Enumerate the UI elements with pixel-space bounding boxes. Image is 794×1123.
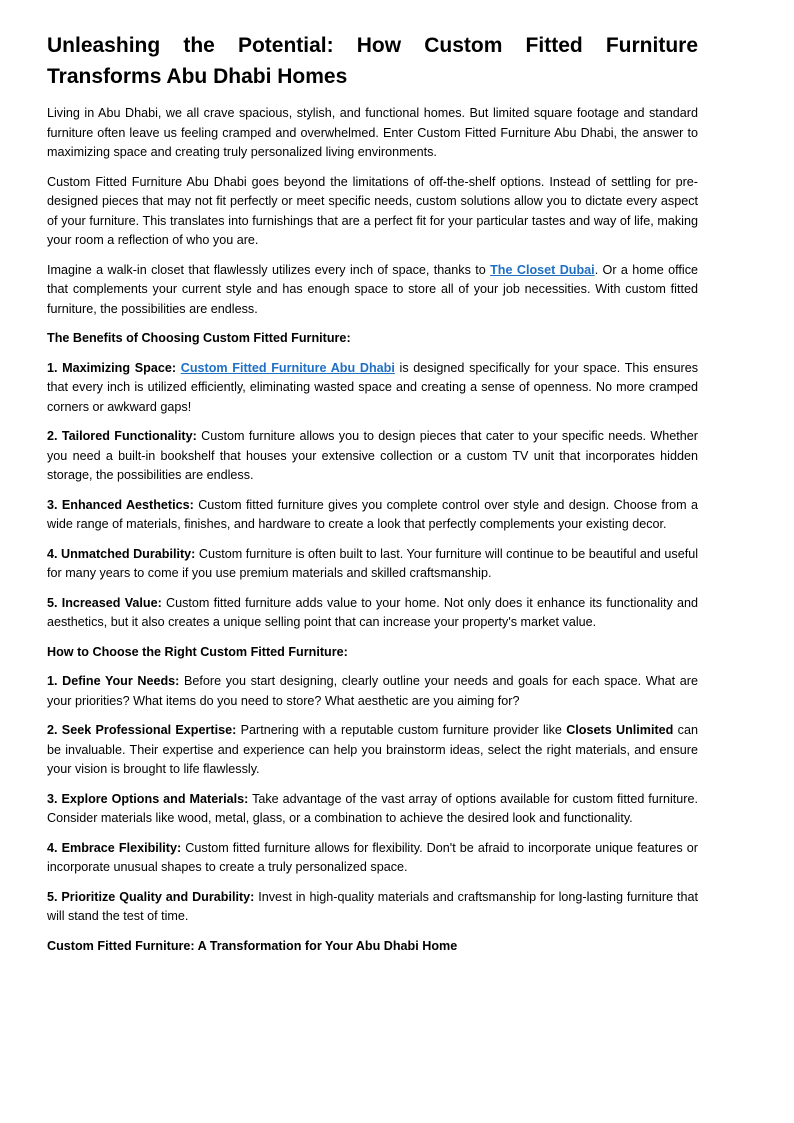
choose-item-2-text: Partnering with a reputable custom furniture provider like [236, 723, 567, 737]
choose-item-1-label: 1. Define Your Needs: [47, 674, 180, 688]
choose-heading: How to Choose the Right Custom Fitted Furniture: [47, 644, 348, 659]
choose-item-3-text: Take advantage of the vast array of options available for custom fitted furniture. Consider materials like wood, metal, glass, or a combination to achieve the desired look and functionality. [47, 791, 698, 825]
choose-item-3 [47, 790, 698, 829]
benefit-item-2-text: Custom furniture allows you to design pieces that cater to your specific needs. Whether you need a built-in bookshelf that houses your extensive collection or a custom TV unit that incorporates hidden storage, the possibilities are endless. [47, 429, 698, 482]
final-heading: Custom Fitted Furniture: A Transformation for Your Abu Dhabi Home [47, 938, 458, 953]
choose-item-1 [47, 672, 698, 711]
the-closet-dubai-link[interactable]: The Closet Dubai [490, 262, 595, 277]
benefit-item-5-text: Custom fitted furniture adds value to your home. Not only does it enhance its functionality and aesthetics, but it also creates a unique selling point that can increase your property's market value. [47, 595, 698, 629]
benefit-item-2 [47, 427, 698, 486]
choose-item-2-label: 2. Seek Professional Expertise: [47, 723, 237, 737]
choose-item-2-text-after: can be invaluable. Their expertise and experience can help you brainstorm ideas, select the right materials, and ensure your vision is brought to life flawlessly. [47, 723, 698, 776]
document-page [47, 30, 698, 966]
custom-fitted-furniture-link[interactable]: Custom Fitted Furniture Abu Dhabi [180, 360, 395, 375]
closets-unlimited-name: Closets Unlimited [566, 723, 674, 737]
benefit-item-4-label: 4. Unmatched Durability: [47, 546, 196, 561]
benefit-item-5-label: 5. Increased Value: [47, 595, 162, 610]
benefit-item-3-label: 3. Enhanced Aesthetics: [47, 497, 194, 512]
choose-item-5-label: 5. Prioritize Quality and Durability: [47, 889, 255, 904]
intro-paragraph-1-text: Living in Abu Dhabi, we all crave spacious, stylish, and functional homes. But limited square footage and standard furniture often leave us feeling cramped and overwhelmed. Enter Custom Fitted Furniture Abu Dhabi, the answer to maximizing space and creating truly personalized living environments. [47, 106, 698, 159]
choose-item-1-text: Before you start designing, clearly outline your needs and goals for each space. What are your priorities? What items do you need to store? What aesthetic are you aiming for? [47, 674, 698, 708]
intro-paragraph-3-text: Imagine a walk-in closet that flawlessly utilizes every inch of space, thanks to [47, 262, 491, 277]
benefit-item-2-label: 2. Tailored Functionality: [47, 429, 197, 443]
intro-paragraph-1 [47, 104, 698, 163]
benefit-item-1-text: is designed specifically for your space. This ensures that every inch is utilized efficiently, eliminating wasted space and creating a sense of openness. No more cramped corners or awkward gaps! [47, 360, 699, 414]
benefit-item-4 [47, 545, 698, 584]
choose-item-4 [47, 839, 698, 878]
benefit-item-5 [47, 594, 698, 633]
intro-paragraph-2 [47, 173, 698, 251]
intro-paragraph-3 [47, 261, 698, 320]
benefit-item-3 [47, 496, 698, 535]
benefit-item-3-text: Custom fitted furniture gives you complete control over style and design. Choose from a wide range of materials, finishes, and hardware to create a look that perfectly complements your existing decor. [47, 497, 698, 531]
choose-item-2 [47, 721, 698, 780]
benefit-item-4-text: Custom furniture is often built to last. Your furniture will continue to be beautiful and useful for many years to come if you use premium materials and skilled craftsmanship. [47, 546, 699, 580]
choose-item-5-text: Invest in high-quality materials and craftsmanship for long-lasting furniture that will stand the test of time. [47, 889, 698, 923]
article-title: Unleashing the Potential: How Custom Fitted Furniture Transforms Abu Dhabi Homes [47, 34, 698, 88]
intro-paragraph-2-text: Custom Fitted Furniture Abu Dhabi goes beyond the limitations of off-the-shelf options. Instead of settling for pre-designed pieces that may not fit perfectly or meet specific needs, custom solutions allow you to dictate every aspect of your furniture. This translates into furnishings that are a perfect fit for your particular tastes and way of life, making your room a reflection of who you are. [47, 174, 698, 247]
choose-item-3-label: 3. Explore Options and Materials: [47, 791, 249, 806]
intro-paragraph-3-after: . Or a home office that complements your current style and has enough space to store all of your job necessities. With custom fitted furniture, the possibilities are endless. [47, 262, 698, 316]
benefit-item-1 [47, 359, 698, 418]
choose-item-4-text: Custom fitted furniture allows for flexibility. Don't be afraid to incorporate unique features or incorporate unusual shapes to create a truly personalized space. [47, 840, 698, 874]
choose-item-5 [47, 888, 698, 927]
choose-item-4-label: 4. Embrace Flexibility: [47, 840, 182, 855]
benefits-heading: The Benefits of Choosing Custom Fitted Furniture: [47, 331, 351, 345]
benefit-item-1-label: 1. Maximizing Space: [47, 360, 177, 375]
